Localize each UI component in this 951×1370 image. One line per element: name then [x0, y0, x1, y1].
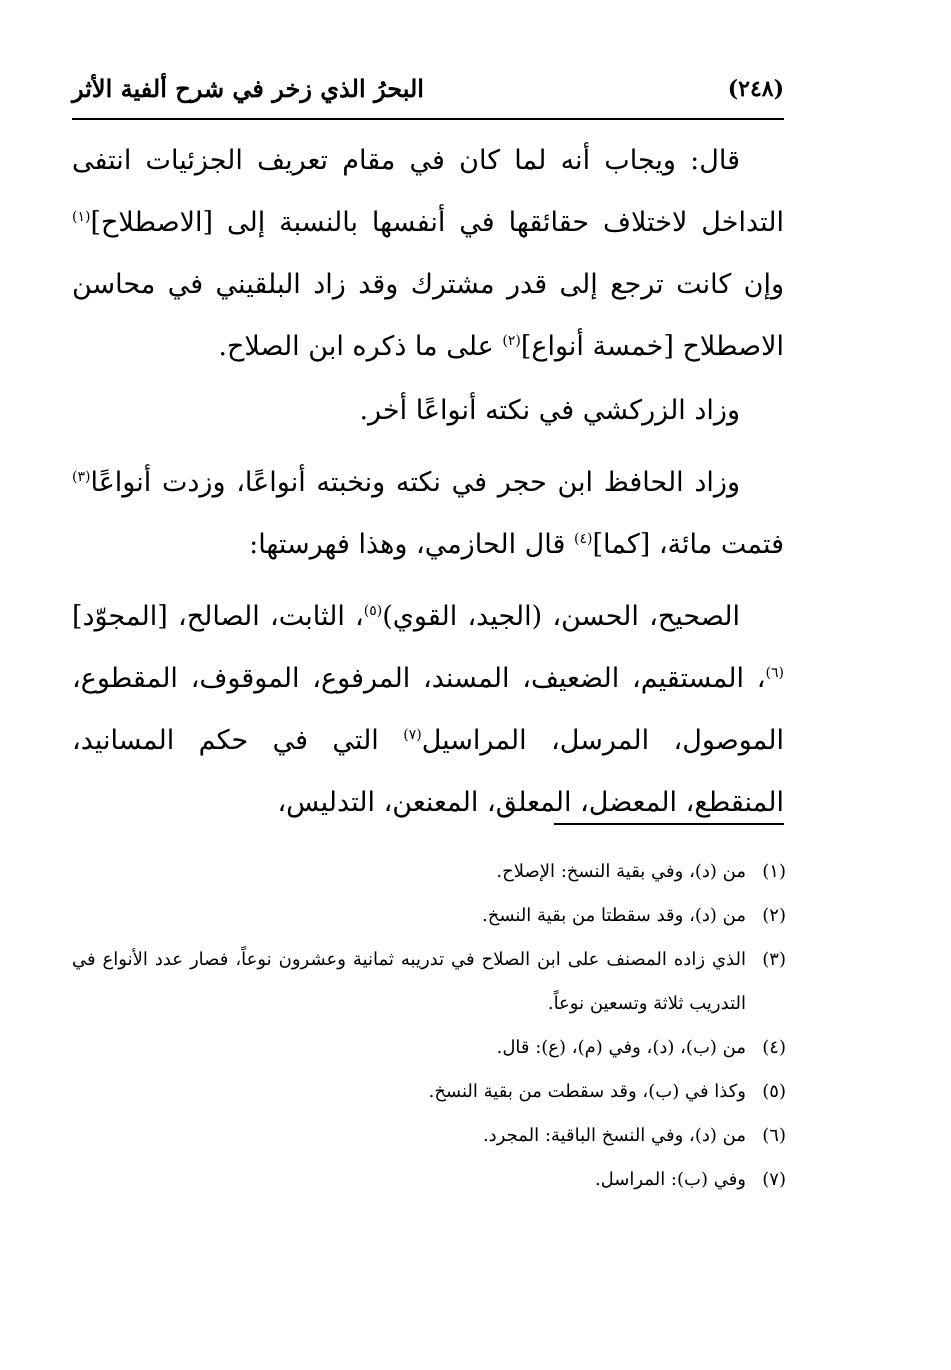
footnote-ref-7[interactable]: (٧) [403, 727, 422, 743]
footnote-5 [72, 1070, 788, 1114]
footnote-number: (٤) [762, 1037, 786, 1058]
footnote-text: من (د)، وفي بقية النسخ: الإصلاح. [496, 861, 746, 882]
header-rule [72, 118, 784, 120]
text-run: قال: ويجاب أنه لما كان في مقام تعريف الجزئيات انتفى التداخل لاختلاف حقائقها في أنفسها بالنسبة إلى [الاصطلاح] [72, 145, 784, 238]
footnote-ref-2[interactable]: (٢) [502, 333, 521, 349]
footnote-ref-3[interactable]: (٣) [72, 469, 91, 485]
page-header [72, 70, 784, 114]
paragraph-1 [72, 130, 784, 378]
footnote-2 [72, 894, 788, 938]
footnote-ref-6[interactable]: (٦) [765, 665, 784, 681]
text-run: قال الحازمي، وهذا فهرستها: [249, 529, 575, 560]
footnote-text: وكذا في (ب)، وقد سقطت من بقية النسخ. [428, 1081, 746, 1102]
paragraph-3 [72, 452, 784, 576]
footnote-1 [72, 850, 788, 894]
running-title: البحرُ الذي زخر في شرح ألفية الأثر [72, 74, 424, 103]
paragraph-2 [72, 380, 784, 442]
text-run: وإن كانت ترجع إلى قدر مشترك وقد زاد البلقيني في محاسن الاصطلاح [خمسة أنواع] [72, 269, 784, 362]
text-run: وزاد الحافظ ابن حجر في نكته ونخبته أنواعًا، وزدت أنواعًا [90, 467, 740, 498]
footnote-text: الذي زاده المصنف على ابن الصلاح في تدريبه ثمانية وعشرون نوعاً، فصار عدد الأنواع في التدريب ثلاثة وتسعين نوعاً. [72, 949, 746, 1014]
footnote-separator [554, 823, 784, 825]
text-run: الصحيح، الحسن، (الجيد، القوي) [382, 601, 740, 632]
text-run: فتمت مائة، [كما] [592, 529, 784, 560]
footnote-number: (٣) [762, 949, 786, 970]
text-run: على ما ذكره ابن الصلاح. [218, 331, 503, 362]
footnote-text: من (د)، وفي النسخ الباقية: المجرد. [482, 1125, 746, 1146]
footnote-7 [72, 1158, 788, 1202]
text-run: ، المستقيم، الضعيف، المسند، المرفوع، الموقوف، المقطوع، الموصول، المرسل، المراسيل [72, 663, 785, 756]
footnote-text: وفي (ب): المراسل. [594, 1169, 746, 1190]
main-text [72, 130, 784, 836]
footnote-number: (٧) [762, 1169, 786, 1190]
footnotes [72, 850, 788, 1202]
footnote-ref-5[interactable]: (٥) [363, 603, 383, 619]
footnote-ref-4[interactable]: (٤) [574, 531, 593, 547]
footnote-number: (٦) [762, 1125, 786, 1146]
footnote-number: (١) [762, 861, 786, 882]
text-run: ، الثابت، الصالح، [المجوّد] [72, 601, 364, 632]
text-run: التي في حكم المسانيد، المنقطع، المعضل، المعلق، المعنعن، التدليس، [72, 725, 784, 818]
footnote-text: من (ب)، (د)، وفي (م)، (ع): قال. [496, 1037, 746, 1058]
footnote-number: (٥) [762, 1081, 786, 1102]
footnote-number: (٢) [762, 905, 786, 926]
page-number: (٢٤٨) [727, 76, 784, 102]
footnote-6 [72, 1114, 788, 1158]
paragraph-4 [72, 586, 784, 834]
footnote-4 [72, 1026, 788, 1070]
text-run: وزاد الزركشي في نكته أنواعًا أخر. [359, 395, 740, 426]
footnote-text: من (د)، وقد سقطتا من بقية النسخ. [481, 905, 746, 926]
footnote-ref-1[interactable]: (١) [72, 209, 91, 225]
footnote-3 [72, 938, 788, 1026]
